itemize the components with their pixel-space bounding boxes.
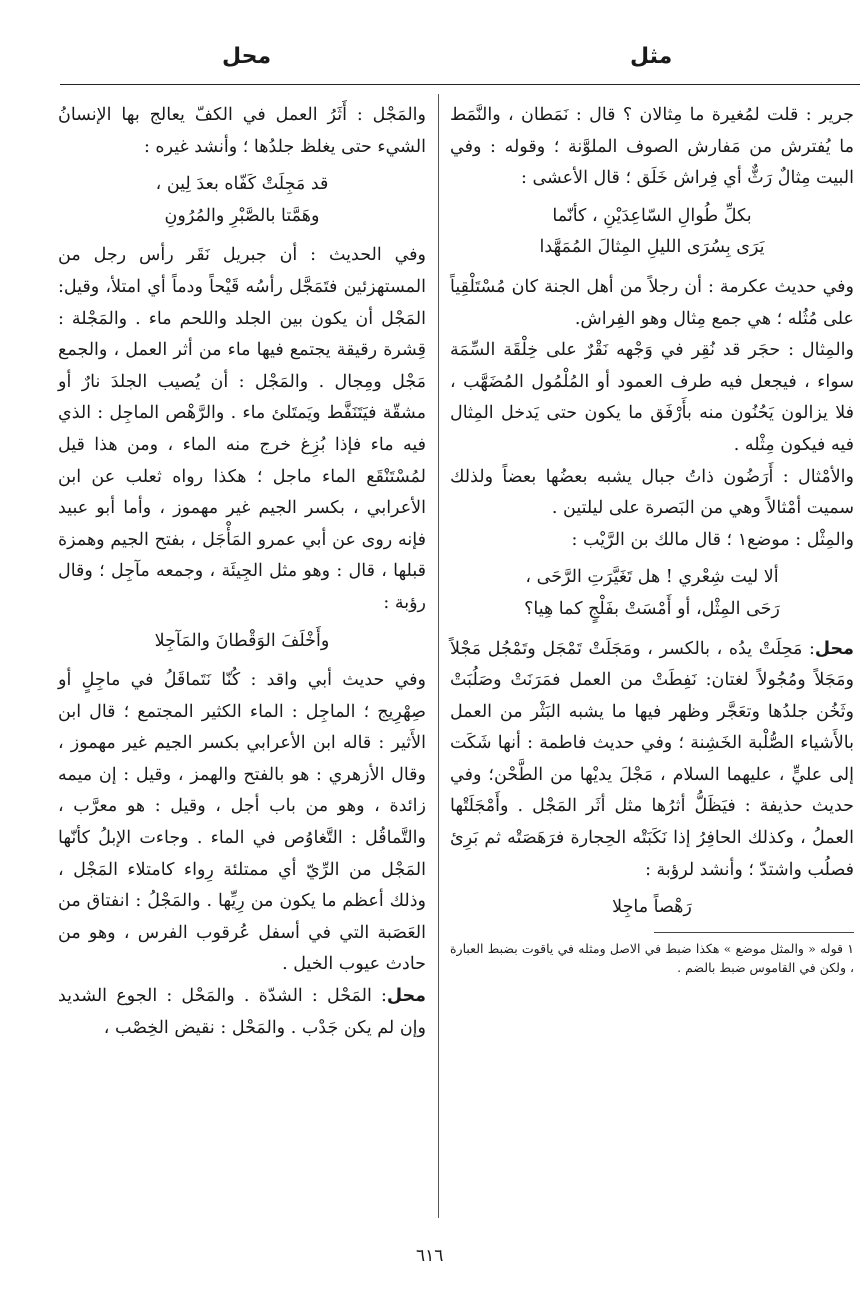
right-paragraph-2: وفي حديث عكرمة : أن رجلاً من أهل الجنة كان مُسْتَلْقِياً على مُثُله ؛ هي جمع مِثال وهو الفِراش.	[450, 276, 854, 329]
left-verse-1	[58, 169, 426, 232]
right-paragraph-6	[450, 634, 854, 887]
right-running-headword: مثل	[630, 44, 673, 69]
right-paragraph-4: والأمْثال : أَرَضُون ذاتُ جبال يشبه بعضُها بعضاً ولذلك سميت أمْثالاً وهي من البَصرة على ليلتين .	[450, 466, 854, 519]
right-paragraph-3: والمِثال : حجَر قد نُقِر في وَجْهه نَقْرٌ على خِلْقَة السِّمَة سواء ، فيجعل فيه طرف العمود أو المُلْمُول المُضَهَّب ، فلا يزالون يَحُنُون منه بأَرْفَق ما يكون حتى يَدخل المِثال فيه فيكون مِثْله .	[450, 340, 854, 455]
left-paragraph-3: وفي حديث أبي واقد : كُنّا نَتَماقَلُ في ماجِلٍ أو صِهْرِيج ؛ الماجِل : الماء الكثير المجتمع ؛ قال ابن الأَثير : قاله ابن الأعرابي بكسر الجيم غير مهموز ، وقال الأزهري : هو بالفتح والهمز ، وقيل : إن ميمه زائدة ، وهو من باب أجل ، وقيل : هو معرَّب ، والتَّماقُل : التَّغاوُص في الماء . وجاءت الإبلُ كأنّها المَجْل من الرِّيّ أي ممتلئة رِواء كامتلاء المَجْل ، وذلك أعظم ما يكون من رِيِّها . والمَجْلُ : انفتاق من العَصَبة التي في أسفل عُرقوب الفرس ، وهو من حادث عيوب الخيل .	[58, 670, 426, 975]
left-running-headword: محل	[222, 44, 272, 69]
entry-label-mhl-left: محل	[386, 986, 426, 1007]
column-divider	[438, 94, 439, 1218]
entry-label-mhl-right: محل	[814, 638, 854, 659]
right-verse-1-line-1: بكلِّ طُوالِ السّاعِدَيْنِ ، كأنّما	[552, 205, 752, 226]
left-paragraph-2: وفي الحديث : أن جبريل نَقَر رأس رجل من المستهزئين فتَمَجَّل رأسُه قَيْحاً ودماً أي امتلأ، وقيل: المَجْل أن يكون بين الجلد واللحم ماء . والمَجْلة : قِشرة رقيقة يجتمع فيها ماء من أثر العمل ، والجمع مَجْل ومِجال . والمَجْل : أن يُصيب الجلدَ نارٌ أو مشقّة فيَتَنَفَّط ويَمتَلئ ماء . والرَّهْص الماجِل : الذي فيه ماء فإذا بُزِغ خرج منه الماء ، ومن هذا قيل لمُسْتَنْقَع الماء ماجل ؛ هكذا رواه ثعلب عن ابن الأعرابي ، بكسر الجيم غير مهموز ، وأما أبو عبيد فإنه روى عن أبي عمرو المَأْجَل ، بفتح الجيم وهمزة قبلها ، قال : وهو مثل الجِيئَة ، وجمعه مآجِل ؛ وقال رؤبة :	[58, 245, 426, 613]
left-verse-1-line-1: قد مَجِلَتْ كَفّاه بعدَ لِين ،	[155, 174, 329, 195]
left-paragraph-4-text: : المَحْل : الشدّة . والمَحْل : الجوع الشديد وإن لم يكن جَدْب . والمَحْل : نقيض الخِصْب ،	[58, 986, 426, 1038]
footnote: ١ قوله « والمثل موضع » هكذا ضبط في الاصل ومثله في ياقوت بضبط العبارة ، ولكن في القاموس ضبط بالضم .	[450, 940, 854, 975]
right-verse-1	[450, 201, 854, 264]
right-verse-2-line-2: رَحَى المِثْل، أو أَمْسَتْ بفَلْجٍ كما هِيا؟	[524, 598, 780, 619]
header-rule	[60, 84, 860, 85]
right-verse-2-line-1: ألا ليت شِعْري ! هل تَغَيَّرَتِ الرَّحَى ،	[525, 567, 779, 588]
left-column	[58, 100, 426, 1044]
left-verse-1-line-2: وهَمَّتا بالصَّبْرِ والمُرُونِ	[164, 205, 320, 226]
left-paragraph-4	[58, 981, 426, 1044]
footnote-separator	[654, 932, 854, 933]
left-verse-2: وأَخْلَفَ الوَقْطانَ والمَآجِلا	[154, 630, 330, 651]
page-number: ٦١٦	[416, 1246, 444, 1266]
left-paragraph-1: والمَجْل : أَثَرُ العمل في الكفّ يعالج بها الإنسانُ الشيء حتى يغلظ جلدُها ؛ وأنشد غيره :	[58, 105, 426, 157]
right-paragraph-5: والمِثْل : موضع١ ؛ قال مالك بن الرَّيْب :	[571, 529, 854, 550]
right-verse-2	[450, 562, 854, 625]
right-verse-3: رَهْصاً ماجِلا	[612, 897, 692, 918]
right-verse-1-line-2: يَرَى بِسُرَى الليلِ المِثالَ المُمَهَّدا	[539, 237, 765, 258]
right-paragraph-6-text: : مَحِلَتْ يدُه ، بالكسر ، ومَجَلَتْ تَمْجَل وتَمْجُل مَجْلاً ومَجَلاً ومُجُولاً لغتان: نَفِطَتْ من العمل فمَرَنَتْ وصَلُبَتْ وثَخُن جلدُها وتعَجَّر وظهر فيها ما يشبه البَثْر من العمل بالأَشياء الصُّلْبة الخَشِنة ؛ وفي حديث فاطمة : أنها شَكَت إلى عليٍّ ، عليهما السلام ، مَجْلَ يديْها من الطَّحْن؛ وفي حديث حذيفة : فيَظَلُّ أثرُها مثل أثَر المَجْل . وأَمْجَلَتْها العملُ ، وكذلك الحافِرُ إذا نَكَبَتْه الحِجارة فرَهَصَتْه ثم بَرِئ فصلُب واشتدّ ؛ وأنشد لرؤبة :	[450, 638, 854, 880]
right-paragraph-1: جرير : قلت لمُغيرة ما مِثالان ؟ قال : نَمَطان ، والنَّمَط ما يُفترش من مَفارش الصوف الملوَّنة ؛ وقوله : وفي البيت مِثالٌ رَثٌّ أي فِراش خَلَق ؛ قال الأعشى :	[450, 105, 854, 189]
right-column	[450, 100, 854, 977]
